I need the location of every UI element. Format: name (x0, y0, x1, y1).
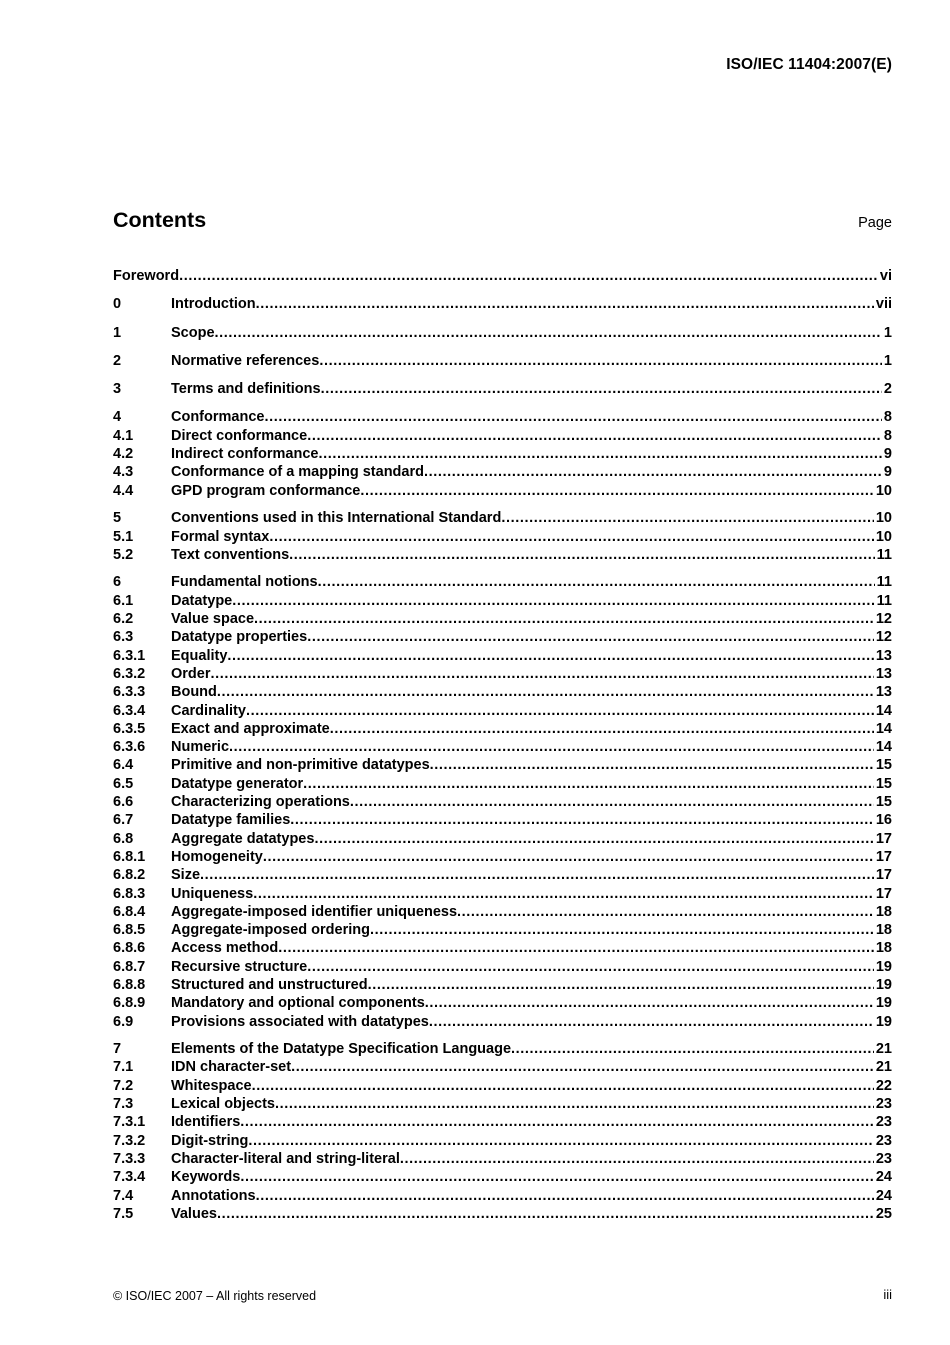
toc-entry-number: 0 (113, 296, 122, 313)
dot-leader (307, 629, 874, 645)
toc-entry-page: 21 (875, 1059, 892, 1076)
toc-entry-title: Text conventions (171, 546, 290, 563)
toc-entry[interactable] (113, 381, 892, 400)
dot-leader (314, 831, 873, 847)
toc-group (113, 1041, 892, 1224)
dot-leader (318, 574, 875, 590)
toc-entry-title: Conventions used in this International Standard (171, 510, 502, 527)
dot-leader (319, 353, 882, 369)
toc-entry[interactable] (113, 995, 892, 1013)
toc-entry-page: 11 (876, 546, 892, 563)
toc-entry-number: 6.3.2 (113, 665, 146, 682)
dot-leader (321, 381, 882, 397)
toc-entry-number: 7.3.2 (113, 1132, 146, 1149)
toc-entry-page: 12 (875, 629, 892, 646)
toc-entry-page: 11 (876, 592, 892, 609)
toc-entry-title: Normative references (171, 352, 320, 369)
toc-entry-title: Datatype generator (171, 775, 304, 792)
dot-leader (307, 959, 874, 975)
toc-entry-title: Introduction (171, 296, 256, 313)
document-id: ISO/IEC 11404:2007(E) (726, 56, 892, 73)
dot-leader (275, 1096, 874, 1112)
toc-entry-page: 10 (875, 510, 892, 527)
toc-entry-page: 18 (875, 903, 892, 920)
toc-entry-page: 9 (883, 446, 892, 463)
toc-entry-page: 16 (875, 812, 892, 829)
toc-entry[interactable] (113, 666, 892, 684)
toc-entry-number: 6.9 (113, 1013, 134, 1030)
toc-entry-title: Primitive and non-primitive datatypes (171, 757, 430, 774)
toc-entry[interactable] (113, 703, 892, 721)
toc-entry-number: 7.3.4 (113, 1169, 146, 1186)
toc-entry-title: Lexical objects (171, 1096, 275, 1113)
toc-entry-title: Annotations (171, 1187, 256, 1204)
toc-entry-number: 6.8.2 (113, 867, 146, 884)
dot-leader (179, 268, 878, 284)
toc-entry-number: 6.8.7 (113, 958, 146, 975)
dot-leader (424, 464, 882, 480)
toc-entry-page: 17 (875, 867, 892, 884)
toc-entry-page: 1 (883, 352, 892, 369)
dot-leader (269, 529, 874, 545)
toc-entry[interactable] (113, 1059, 892, 1077)
dot-leader (368, 977, 874, 993)
toc-entry[interactable] (113, 529, 892, 547)
dot-leader (246, 703, 874, 719)
dot-leader (215, 325, 882, 341)
toc-entry[interactable] (113, 296, 892, 315)
toc-entry[interactable] (113, 409, 892, 427)
toc-entry-number: 5 (113, 510, 122, 527)
toc-entry-number: 6.6 (113, 794, 134, 811)
toc-entry[interactable] (113, 812, 892, 830)
toc-entry-page: 23 (875, 1150, 892, 1167)
toc-entry-title: Access method (171, 940, 279, 957)
toc-entry-page: 15 (875, 794, 892, 811)
toc-entry[interactable] (113, 629, 892, 647)
toc-entry-title: Datatype properties (171, 629, 308, 646)
contents-heading-row (113, 208, 892, 233)
dot-leader (227, 648, 873, 664)
toc-entry-title: Values (171, 1205, 217, 1222)
toc-entry-number: 7.4 (113, 1187, 134, 1204)
dot-leader (278, 940, 874, 956)
toc-entry-title: Mandatory and optional components (171, 995, 425, 1012)
toc-entry-number: 7 (113, 1041, 122, 1058)
toc-entry-page: 9 (883, 464, 892, 481)
dot-leader (303, 776, 874, 792)
toc-entry[interactable] (113, 353, 892, 372)
toc-entry-number: 6.8.1 (113, 848, 146, 865)
dot-leader (318, 446, 881, 462)
toc-entry[interactable] (113, 268, 892, 287)
dot-leader (240, 1169, 874, 1185)
toc-entry-title: Foreword (113, 268, 180, 284)
toc-entry-title: Size (171, 867, 201, 884)
toc-entry-page: 24 (875, 1169, 892, 1186)
toc-entry-number: 7.1 (113, 1059, 134, 1076)
toc-entry-title: Recursive structure (171, 958, 308, 975)
toc-entry-number: 6.3.3 (113, 684, 146, 701)
toc-entry-page: 15 (875, 757, 892, 774)
toc-entry-number: 7.5 (113, 1205, 134, 1222)
toc-entry-page: 12 (875, 611, 892, 628)
toc-entry-number: 5.2 (113, 546, 134, 563)
toc-entry-title: Uniqueness (171, 885, 254, 902)
toc-entry[interactable] (113, 648, 892, 666)
toc-entry-page: 19 (875, 1013, 892, 1030)
toc-entry-title: Cardinality (171, 702, 246, 719)
toc-entry[interactable] (113, 464, 892, 482)
toc-entry-page: 8 (883, 409, 892, 426)
dot-leader (289, 547, 874, 563)
toc-entry[interactable] (113, 922, 892, 940)
toc-entry-number: 7.2 (113, 1077, 134, 1094)
toc-entry-title: Digit-string (171, 1132, 249, 1149)
dot-leader (350, 794, 874, 810)
dot-leader (291, 1059, 874, 1075)
toc-entry[interactable] (113, 1206, 892, 1224)
page-column-label: Page (858, 215, 892, 231)
toc-entry-number: 4 (113, 409, 122, 426)
toc-entry-number: 6.2 (113, 611, 134, 628)
toc-entry[interactable] (113, 428, 892, 446)
toc-entry-title: Keywords (171, 1169, 241, 1186)
toc-entry-page: 10 (875, 528, 892, 545)
toc-entry[interactable] (113, 483, 892, 501)
toc-entry-number: 6.3.5 (113, 720, 146, 737)
toc-entry-number: 4.3 (113, 464, 134, 481)
toc-entry-page: 17 (875, 848, 892, 865)
table-of-contents (113, 268, 892, 1233)
toc-entry[interactable] (113, 849, 892, 867)
toc-entry-number: 4.1 (113, 427, 134, 444)
toc-entry-number: 6.8.6 (113, 940, 146, 957)
toc-entry-number: 6.3.6 (113, 739, 146, 756)
toc-entry[interactable] (113, 721, 892, 739)
toc-entry-title: Structured and unstructured (171, 976, 368, 993)
toc-entry-number: 6.3.1 (113, 647, 146, 664)
toc-entry-title: Exact and approximate (171, 720, 330, 737)
toc-entry[interactable] (113, 959, 892, 977)
toc-entry-title: Conformance of a mapping standard (171, 464, 424, 481)
toc-entry-number: 7.3.1 (113, 1114, 146, 1131)
toc-entry-title: Provisions associated with datatypes (171, 1013, 429, 1030)
toc-entry-number: 6.3.4 (113, 702, 146, 719)
toc-entry-page: 19 (875, 995, 892, 1012)
toc-entry[interactable] (113, 739, 892, 757)
toc-entry-page: 13 (875, 647, 892, 664)
dot-leader (307, 428, 882, 444)
dot-leader (240, 1114, 874, 1130)
dot-leader (232, 593, 874, 609)
toc-entry[interactable] (113, 904, 892, 922)
toc-group (113, 510, 892, 565)
contents-title: Contents (113, 208, 207, 232)
dot-leader (248, 1133, 874, 1149)
toc-entry-number: 7.3 (113, 1096, 134, 1113)
dot-leader (501, 510, 874, 526)
toc-entry-page: 2 (883, 381, 892, 398)
toc-entry-title: Formal syntax (171, 528, 270, 545)
toc-entry-number: 6 (113, 574, 122, 591)
toc-entry-page: 22 (875, 1077, 892, 1094)
dot-leader (200, 867, 874, 883)
dot-leader (253, 886, 874, 902)
toc-entry-number: 4.2 (113, 446, 134, 463)
dot-leader (211, 666, 874, 682)
toc-entry-page: vii (875, 296, 892, 313)
toc-entry[interactable] (113, 1014, 892, 1032)
toc-entry-page: 17 (875, 885, 892, 902)
toc-entry-page: 18 (875, 922, 892, 939)
toc-entry-page: vi (879, 268, 892, 284)
dot-leader (254, 611, 874, 627)
toc-entry-number: 6.8 (113, 830, 134, 847)
dot-leader (400, 1151, 874, 1167)
toc-entry-title: Aggregate-imposed identifier uniqueness (171, 903, 458, 920)
dot-leader (425, 995, 874, 1011)
toc-entry[interactable] (113, 1151, 892, 1169)
dot-leader (256, 296, 874, 312)
dot-leader (263, 849, 874, 865)
toc-entry-title: Value space (171, 611, 255, 628)
toc-entry-page: 19 (875, 976, 892, 993)
toc-entry[interactable] (113, 1078, 892, 1096)
toc-entry-page: 23 (875, 1096, 892, 1113)
toc-entry-page: 19 (875, 958, 892, 975)
toc-entry-page: 14 (875, 720, 892, 737)
toc-entry[interactable] (113, 611, 892, 629)
toc-entry-title: IDN character-set (171, 1059, 292, 1076)
toc-entry-page: 1 (883, 324, 892, 341)
dot-leader (330, 721, 874, 737)
toc-group (113, 574, 892, 1031)
toc-entry[interactable] (113, 446, 892, 464)
toc-entry-page: 18 (875, 940, 892, 957)
toc-entry-page: 13 (875, 665, 892, 682)
toc-entry[interactable] (113, 886, 892, 904)
toc-entry-number: 1 (113, 324, 122, 341)
toc-entry-page: 15 (875, 775, 892, 792)
toc-entry[interactable] (113, 1188, 892, 1206)
toc-entry-title: Fundamental notions (171, 574, 318, 591)
toc-entry-title: Bound (171, 684, 217, 701)
toc-entry-title: Indirect conformance (171, 446, 319, 463)
dot-leader (360, 483, 874, 499)
toc-entry[interactable] (113, 977, 892, 995)
page-number: iii (883, 1287, 892, 1302)
toc-entry-page: 13 (875, 684, 892, 701)
toc-entry[interactable] (113, 574, 892, 592)
toc-entry-number: 6.8.5 (113, 922, 146, 939)
toc-entry-number: 6.3 (113, 629, 134, 646)
toc-entry-page: 21 (875, 1041, 892, 1058)
toc-entry[interactable] (113, 593, 892, 611)
toc-entry-number: 6.8.8 (113, 976, 146, 993)
toc-entry-page: 11 (876, 574, 892, 591)
dot-leader (457, 904, 874, 920)
toc-entry-number: 6.8.4 (113, 903, 146, 920)
toc-entry-page: 14 (875, 739, 892, 756)
toc-entry-number: 6.1 (113, 592, 134, 609)
toc-entry-number: 3 (113, 381, 122, 398)
dot-leader (430, 757, 874, 773)
toc-entry-title: Elements of the Datatype Specification Language (171, 1041, 512, 1058)
toc-entry-page: 23 (875, 1114, 892, 1131)
toc-entry-number: 2 (113, 352, 122, 369)
toc-entry-page: 10 (875, 482, 892, 499)
toc-entry-title: Character-literal and string-literal (171, 1150, 400, 1167)
dot-leader (256, 1188, 874, 1204)
dot-leader (429, 1014, 874, 1030)
toc-entry-title: Homogeneity (171, 848, 263, 865)
toc-entry-title: Aggregate datatypes (171, 830, 315, 847)
toc-entry[interactable] (113, 1041, 892, 1059)
toc-entry-title: Aggregate-imposed ordering (171, 922, 370, 939)
toc-entry-number: 6.7 (113, 812, 134, 829)
toc-entry[interactable] (113, 776, 892, 794)
toc-entry[interactable] (113, 867, 892, 885)
toc-group (113, 409, 892, 500)
toc-entry-title: Order (171, 665, 211, 682)
dot-leader (370, 922, 874, 938)
toc-entry[interactable] (113, 684, 892, 702)
copyright-notice: © ISO/IEC 2007 – All rights reserved (113, 1289, 317, 1303)
toc-entry[interactable] (113, 757, 892, 775)
toc-entry[interactable] (113, 940, 892, 958)
toc-entry-number: 6.5 (113, 775, 134, 792)
toc-entry-title: Datatype families (171, 812, 291, 829)
dot-leader (217, 684, 874, 700)
toc-entry-number: 4.4 (113, 482, 134, 499)
toc-entry-title: GPD program conformance (171, 482, 361, 499)
toc-entry-title: Conformance (171, 409, 265, 426)
toc-entry-number: 5.1 (113, 528, 134, 545)
toc-entry[interactable] (113, 325, 892, 344)
toc-entry-page: 8 (883, 427, 892, 444)
toc-entry[interactable] (113, 831, 892, 849)
toc-group (113, 296, 892, 315)
toc-group (113, 381, 892, 400)
toc-group (113, 268, 892, 287)
toc-entry[interactable] (113, 794, 892, 812)
toc-group (113, 325, 892, 344)
toc-entry-title: Characterizing operations (171, 794, 350, 811)
toc-entry-number: 6.8.3 (113, 885, 146, 902)
toc-entry-number: 7.3.3 (113, 1150, 146, 1167)
toc-entry[interactable] (113, 1169, 892, 1187)
toc-entry-page: 17 (875, 830, 892, 847)
toc-entry-title: Whitespace (171, 1077, 252, 1094)
toc-entry-title: Equality (171, 647, 228, 664)
toc-entry-page: 23 (875, 1132, 892, 1149)
toc-entry-page: 14 (875, 702, 892, 719)
toc-entry[interactable] (113, 510, 892, 528)
dot-leader (229, 739, 874, 755)
dot-leader (511, 1041, 874, 1057)
toc-entry[interactable] (113, 1096, 892, 1114)
toc-group (113, 353, 892, 372)
toc-entry-number: 6.8.9 (113, 995, 146, 1012)
dot-leader (264, 409, 881, 425)
toc-entry-number: 6.4 (113, 757, 134, 774)
dot-leader (252, 1078, 874, 1094)
toc-entry-title: Identifiers (171, 1114, 241, 1131)
toc-entry[interactable] (113, 1114, 892, 1132)
toc-entry[interactable] (113, 547, 892, 565)
toc-entry[interactable] (113, 1133, 892, 1151)
dot-leader (290, 812, 874, 828)
dot-leader (217, 1206, 874, 1222)
toc-entry-title: Scope (171, 324, 215, 341)
toc-entry-title: Direct conformance (171, 427, 308, 444)
toc-entry-title: Datatype (171, 592, 233, 609)
toc-entry-page: 25 (875, 1205, 892, 1222)
toc-entry-title: Terms and definitions (171, 381, 321, 398)
toc-entry-title: Numeric (171, 739, 230, 756)
toc-entry-page: 24 (875, 1187, 892, 1204)
